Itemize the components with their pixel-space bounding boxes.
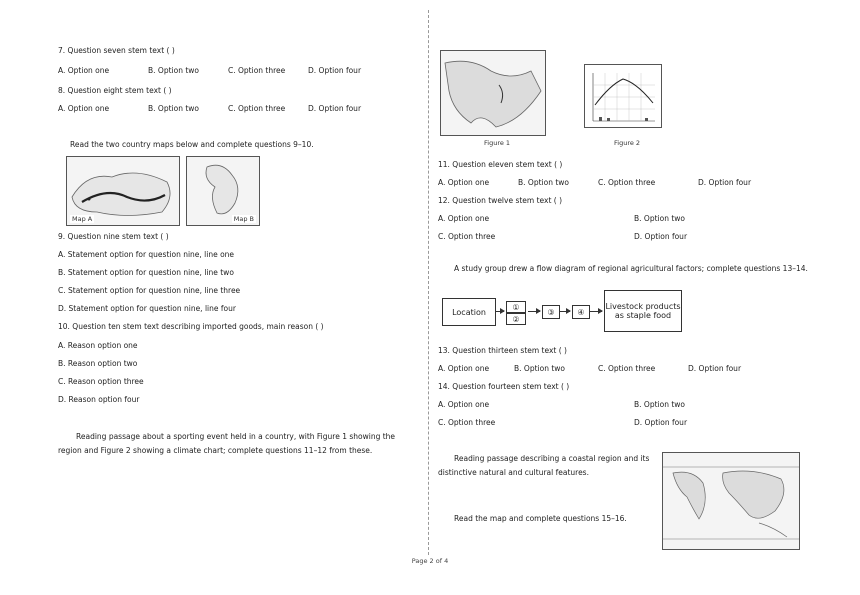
q10-option-b: B. Reason option two: [58, 359, 138, 368]
q9-option-c: C. Statement option for question nine, line three: [58, 286, 241, 295]
q8-option-a: A. Option one: [58, 104, 110, 113]
south-asia-map: [662, 452, 800, 550]
q10-option-a: A. Reason option one: [58, 341, 138, 350]
page-footer: Page 2 of 4: [411, 557, 449, 565]
q8-stem: 8. Question eight stem text ( ): [58, 86, 172, 95]
passage-15-16: Reading passage describing a coastal region and its distinctive natural and cultural features.: [438, 454, 650, 477]
q11-option-b: B. Option two: [518, 178, 569, 187]
q13-option-a: A. Option one: [438, 364, 490, 373]
q14-option-d: D. Option four: [634, 418, 688, 427]
flow-step-4: ④: [572, 305, 590, 319]
figure-1-map: [440, 50, 546, 136]
flow-arrow-3: [560, 311, 570, 312]
flow-arrow-4: [590, 311, 602, 312]
q7-option-a: A. Option one: [58, 66, 110, 75]
q14-option-b: B. Option two: [634, 400, 685, 409]
flow-step-3: ③: [542, 305, 560, 319]
intro-15-16: Read the map and complete questions 15–16.: [454, 514, 627, 523]
q8-option-c: C. Option three: [228, 104, 286, 113]
q12-option-a: A. Option one: [438, 214, 490, 223]
map-a-label: Map A: [72, 215, 93, 223]
q13-option-c: C. Option three: [598, 364, 656, 373]
q10-option-c: C. Reason option three: [58, 377, 144, 386]
q11-stem: 11. Question eleven stem text ( ): [438, 160, 563, 169]
q8-option-d: D. Option four: [308, 104, 362, 113]
q9-option-d: D. Statement option for question nine, line four: [58, 304, 236, 313]
figure-1-illustration: [441, 51, 545, 135]
q7-option-d: D. Option four: [308, 66, 362, 75]
map-b-label: Map B: [233, 215, 254, 223]
figure-2-caption: Figure 2: [614, 139, 641, 147]
south-asia-map-illustration: [663, 453, 799, 549]
q12-option-c: C. Option three: [438, 232, 496, 241]
q12-stem: 12. Question twelve stem text ( ): [438, 196, 563, 205]
q9-option-b: B. Statement option for question nine, line two: [58, 268, 234, 277]
flow-step-1: ①: [506, 301, 526, 313]
q13-option-b: B. Option two: [514, 364, 565, 373]
q14-option-c: C. Option three: [438, 418, 496, 427]
map-b: [186, 156, 260, 226]
q7-stem: 7. Question seven stem text ( ): [58, 46, 175, 55]
q12-option-b: B. Option two: [634, 214, 685, 223]
flow-arrow-2: [528, 311, 540, 312]
map-a: [66, 156, 180, 226]
q13-stem: 13. Question thirteen stem text ( ): [438, 346, 567, 355]
flow-start-box: Location: [442, 298, 496, 326]
q13-option-d: D. Option four: [688, 364, 742, 373]
flow-end-box: Livestock products as staple food: [604, 290, 682, 332]
figure-1-caption: Figure 1: [484, 139, 511, 147]
intro-13-14: A study group drew a flow diagram of regional agricultural factors; complete questions 13–14.: [454, 264, 808, 273]
q10-stem: 10. Question ten stem text describing imported goods, main reason ( ): [58, 322, 324, 331]
flow-arrow-1: [496, 311, 504, 312]
q8-option-b: B. Option two: [148, 104, 199, 113]
column-divider: [428, 10, 429, 555]
flow-step-2: ②: [506, 313, 526, 325]
q11-option-a: A. Option one: [438, 178, 490, 187]
q7-option-c: C. Option three: [228, 66, 286, 75]
q11-option-c: C. Option three: [598, 178, 656, 187]
q7-option-b: B. Option two: [148, 66, 199, 75]
intro-9-10: Read the two country maps below and complete questions 9–10.: [70, 140, 314, 149]
q9-option-a: A. Statement option for question nine, line one: [58, 250, 235, 259]
q9-stem: 9. Question nine stem text ( ): [58, 232, 169, 241]
q10-option-d: D. Reason option four: [58, 395, 140, 404]
q14-stem: 14. Question fourteen stem text ( ): [438, 382, 570, 391]
passage-11-12: Reading passage about a sporting event held in a country, with Figure 1 showing the region and Figure 2 showing a climate chart; complete questions 11–12 from these.: [58, 432, 396, 455]
figure-2-illustration: [585, 65, 661, 127]
figure-2-climate-chart: [584, 64, 662, 128]
q12-option-d: D. Option four: [634, 232, 688, 241]
q11-option-d: D. Option four: [698, 178, 752, 187]
q14-option-a: A. Option one: [438, 400, 490, 409]
